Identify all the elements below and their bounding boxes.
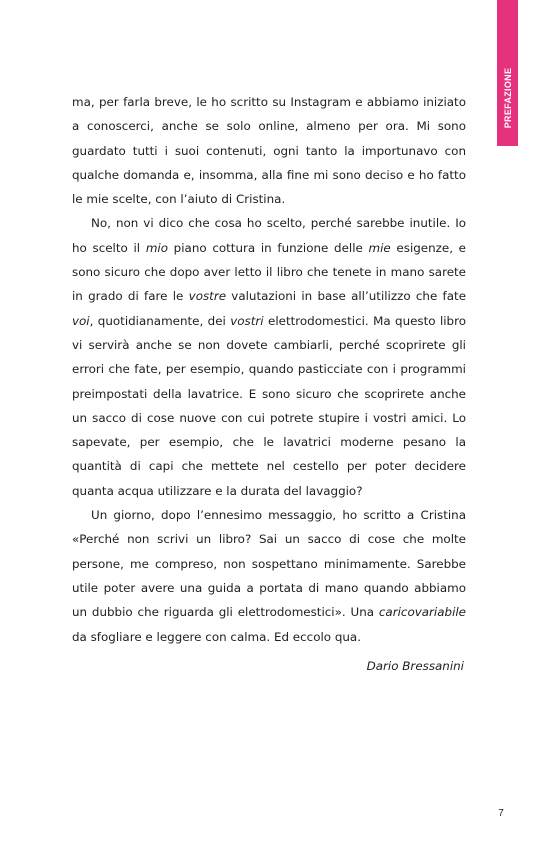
emphasis-text: vostri	[230, 313, 264, 328]
emphasis-text: vostre	[188, 289, 227, 304]
section-tab-label: PREFAZIONE	[502, 67, 513, 129]
section-tab-label-box	[497, 58, 518, 138]
paragraph: Un giorno, dopo l’ennesimo messaggio, ho scritto a Cristina «Perché non scrivi un libro? Sai un sacco di cose che molte persone, me compreso, non sospettano minimamente. Sarebbe utile poter avere una guida a portata di mano quando abbiamo un dubbio che riguarda gli elettrodomestici». Una caricovariabile da sfogliare e leggere con calma. Ed eccolo qua.	[72, 508, 466, 644]
emphasis-text: caricovariabile	[378, 605, 466, 620]
emphasis-text: mio	[145, 240, 168, 255]
emphasis-text: voi	[72, 313, 90, 328]
page-number: 7	[498, 808, 504, 819]
emphasis-text: mie	[368, 240, 391, 255]
paragraph: No, non vi dico che cosa ho scelto, perché sarebbe inutile. Io ho scelto il mio piano cottura in funzione delle mie esigenze, e sono sicuro che dopo aver letto il libro che tenete in mano sarete in grado di fare le vostre valutazioni in base all’utilizzo che fate voi, quotidianamente, dei vostri elettrodomestici. Ma questo libro vi servirà anche se non dovete cambiarli, perché scoprirete gli errori che fate, per esempio, quando pasticciate con i programmi preimpostati della lavatrice. E sono sicuro che scoprirete anche un sacco di cose nuove con cui potrete stupire i vostri amici. Lo sapevate, per esempio, che le lavatrici moderne pesano la quantità di capi che mettete nel cestello per poter decidere quanta acqua utilizzare e la durata del lavaggio?	[72, 216, 467, 498]
section-tab	[497, 0, 518, 146]
paragraph: ma, per farla breve, le ho scritto su Instagram e abbiamo iniziato a conoscerci, anche se solo online, almeno per ora. Mi sono guardato tutti i suoi contenuti, ogni tanto la importunavo con qualche domanda e, insomma, alla fine mi sono deciso e ho fatto le mie scelte, con l’aiuto di Cristina.	[72, 95, 466, 207]
body-text	[72, 90, 466, 649]
author-signature: Dario Bressanini	[366, 659, 464, 673]
